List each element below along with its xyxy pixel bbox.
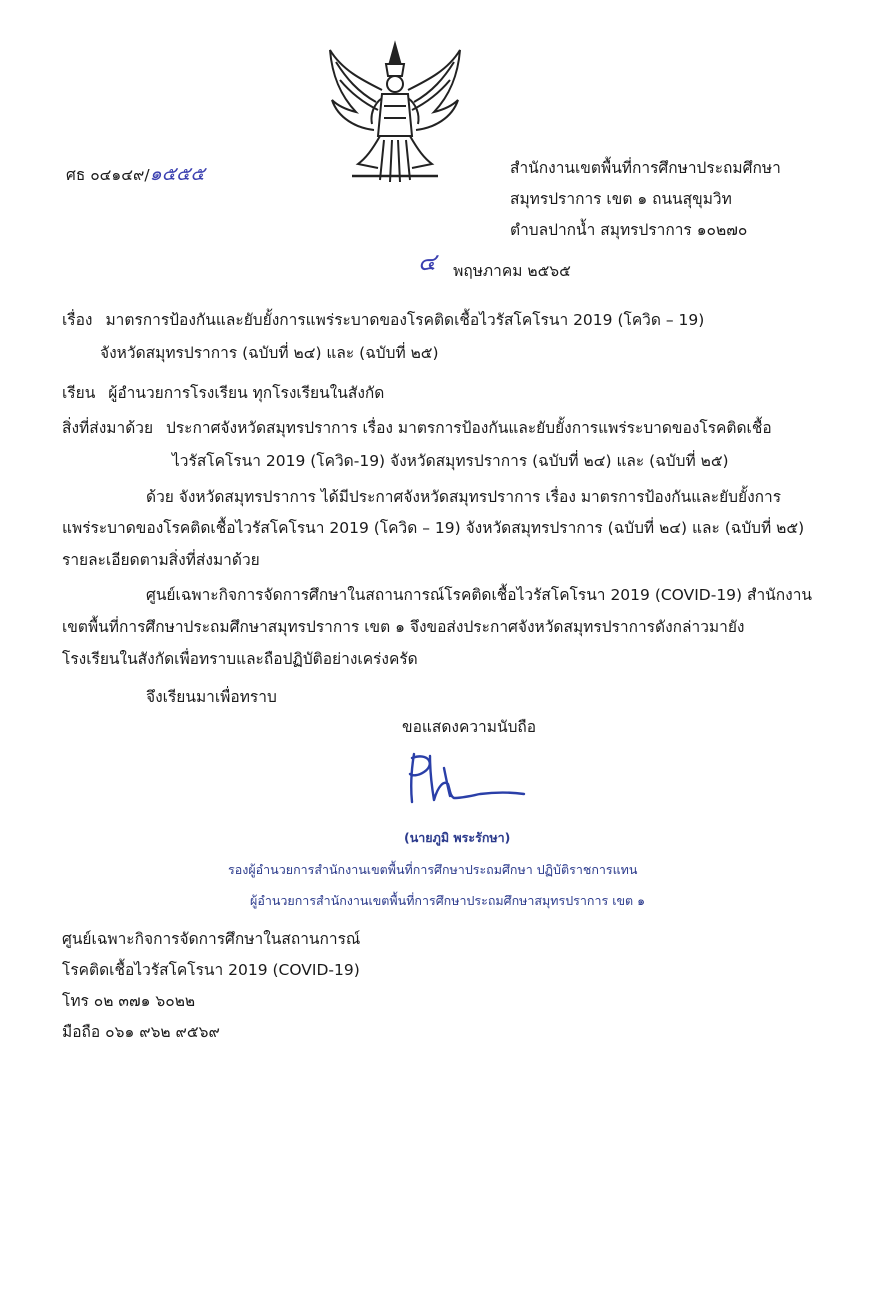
body-paragraph-1-line: แพร่ระบาดของโรคติดเชื้อไวรัสโคโรนา 2019 (โควิด – 19) จังหวัดสมุทรปราการ (ฉบับที่ ๒๔) และ (ฉบับที่ ๒๕) [62, 519, 805, 537]
sender-address-line: ตำบลปากน้ำ สมุทรปราการ ๑๐๒๗๐ [510, 221, 748, 239]
footer-contact [62, 929, 360, 1053]
recipient-label: เรียน [62, 384, 96, 402]
closing-text: จึงเรียนมาเพื่อทราบ [146, 688, 277, 706]
sender-address-line: สำนักงานเขตพื้นที่การศึกษาประถมศึกษา [510, 159, 781, 177]
subject-label: เรื่อง [62, 311, 93, 329]
subject-line-1: มาตรการป้องกันและยับยั้งการแพร่ระบาดของโรคติดเชื้อไวรัสโคโรนา 2019 (โควิด – 19) [105, 311, 705, 329]
signer-name: (นายภูมิ พระรักษา) [404, 830, 511, 845]
reference-prefix: ศธ ๐๔๑๔๙/ [66, 166, 150, 184]
enclosure-line-1: ประกาศจังหวัดสมุทรปราการ เรื่อง มาตรการป้องกันและยับยั้งการแพร่ระบาดของโรคติดเชื้อ [166, 419, 772, 437]
signer-title-director: ผู้อำนวยการสำนักงานเขตพื้นที่การศึกษาประถมศึกษาสมุทรปราการ เขต ๑ [250, 893, 646, 908]
regards-text: ขอแสดงความนับถือ [402, 718, 537, 736]
signer-title-acting: รองผู้อำนวยการสำนักงานเขตพื้นที่การศึกษาประถมศึกษา ปฏิบัติราชการแทน [228, 862, 638, 877]
garuda-emblem-icon [322, 40, 468, 185]
sender-address [510, 158, 781, 251]
footer-line: โรคติดเชื้อไวรัสโคโรนา 2019 (COVID-19) [62, 961, 360, 979]
reference-number [66, 164, 205, 185]
body-paragraph-2-line: เขตพื้นที่การศึกษาประถมศึกษาสมุทรปราการ เขต ๑ จึงขอส่งประกาศจังหวัดสมุทรปราการดังกล่าวมายัง [62, 618, 745, 636]
footer-line: ศูนย์เฉพาะกิจการจัดการศึกษาในสถานการณ์ [62, 930, 361, 948]
recipient-text: ผู้อำนวยการโรงเรียน ทุกโรงเรียนในสังกัด [108, 384, 385, 402]
footer-phone: โทร ๐๒ ๓๗๑ ๖๐๒๒ [62, 992, 196, 1010]
date-month-year: พฤษภาคม ๒๕๖๕ [453, 262, 571, 280]
recipient-block [62, 383, 384, 403]
sender-address-line: สมุทรปราการ เขต ๑ ถนนสุขุมวิท [510, 190, 732, 208]
body-paragraph-2-line: โรงเรียนในสังกัดเพื่อทราบและถือปฏิบัติอย่างเคร่งครัด [62, 650, 418, 668]
body-paragraph-2-line: ศูนย์เฉพาะกิจการจัดการศึกษาในสถานการณ์โรคติดเชื้อไวรัสโคโรนา 2019 (COVID-19) สำนักงาน [146, 586, 813, 604]
body-paragraph-1-line: ด้วย จังหวัดสมุทรปราการ ได้มีประกาศจังหวัดสมุทรปราการ เรื่อง มาตรการป้องกันและยับยั้งการ [146, 488, 782, 506]
letter-date [418, 248, 571, 281]
reference-handwritten-number: ๑๕๕๕ [149, 163, 205, 185]
signature-icon [400, 748, 530, 810]
subject-line-2: จังหวัดสมุทรปราการ (ฉบับที่ ๒๔) และ (ฉบับที่ ๒๕) [100, 344, 439, 362]
footer-mobile: มือถือ ๐๖๑ ๙๖๒ ๙๕๖๙ [62, 1023, 220, 1041]
enclosure-line-2: ไวรัสโคโรนา 2019 (โควิด-19) จังหวัดสมุทรปราการ (ฉบับที่ ๒๔) และ (ฉบับที่ ๒๕) [172, 452, 729, 470]
enclosure-block [62, 418, 772, 438]
body-paragraph-1-line: รายละเอียดตามสิ่งที่ส่งมาด้วย [62, 551, 260, 569]
subject-block [62, 310, 704, 330]
enclosure-label: สิ่งที่ส่งมาด้วย [62, 419, 154, 437]
date-day-handwritten: ๔ [418, 248, 437, 276]
